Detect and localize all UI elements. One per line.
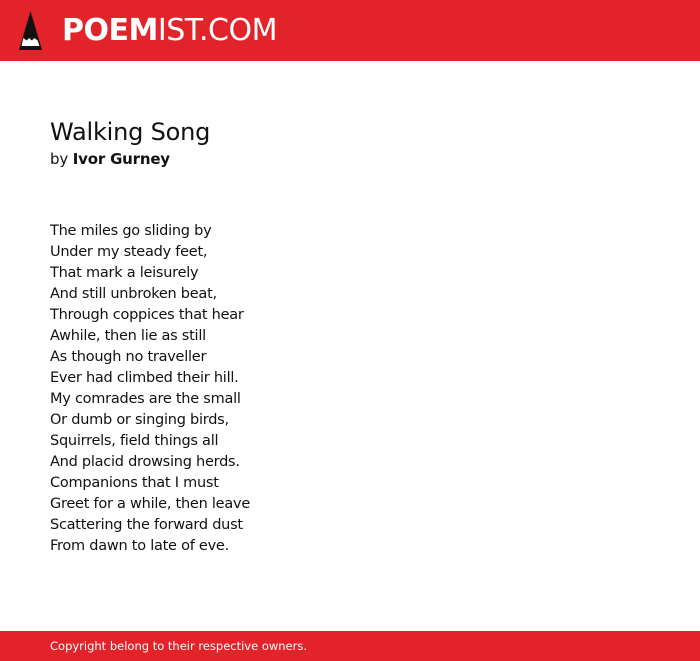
poem-line-1: The miles go sliding by bbox=[50, 223, 212, 239]
poem-line-7: As though no traveller bbox=[50, 349, 207, 365]
poem-byline bbox=[50, 149, 650, 170]
poem-line-2: Under my steady feet, bbox=[50, 244, 208, 260]
site-header bbox=[0, 0, 700, 61]
site-logo-text bbox=[62, 13, 277, 48]
poem-content bbox=[50, 116, 650, 557]
poem-line-5: Through coppices that hear bbox=[50, 307, 244, 323]
site-footer bbox=[0, 631, 700, 661]
site-logo-link[interactable] bbox=[18, 9, 277, 53]
logo-text-light: IST.COM bbox=[157, 13, 277, 48]
copyright-text: Copyright belong to their respective owners. bbox=[50, 639, 308, 653]
poem-line-15: Scattering the forward dust bbox=[50, 517, 243, 533]
poem-line-13: Companions that I must bbox=[50, 475, 219, 491]
poem-line-9: My comrades are the small bbox=[50, 391, 241, 407]
poem-line-10: Or dumb or singing birds, bbox=[50, 412, 229, 428]
poem-line-3: That mark a leisurely bbox=[50, 265, 199, 281]
logo-text-bold: POEM bbox=[62, 13, 158, 48]
poem-text bbox=[50, 221, 650, 557]
poem-line-11: Squirrels, field things all bbox=[50, 433, 219, 449]
poem-author: Ivor Gurney bbox=[72, 150, 170, 168]
poem-line-6: Awhile, then lie as still bbox=[50, 328, 206, 344]
poem-title: Walking Song bbox=[50, 118, 211, 146]
poem-line-4: And still unbroken beat, bbox=[50, 286, 217, 302]
poem-line-8: Ever had climbed their hill. bbox=[50, 370, 239, 386]
pencil-tip-icon bbox=[18, 10, 43, 52]
byline-prefix: by bbox=[50, 150, 68, 168]
poem-line-14: Greet for a while, then leave bbox=[50, 496, 250, 512]
poem-line-16: From dawn to late of eve. bbox=[50, 538, 229, 554]
poem-line-12: And placid drowsing herds. bbox=[50, 454, 240, 470]
